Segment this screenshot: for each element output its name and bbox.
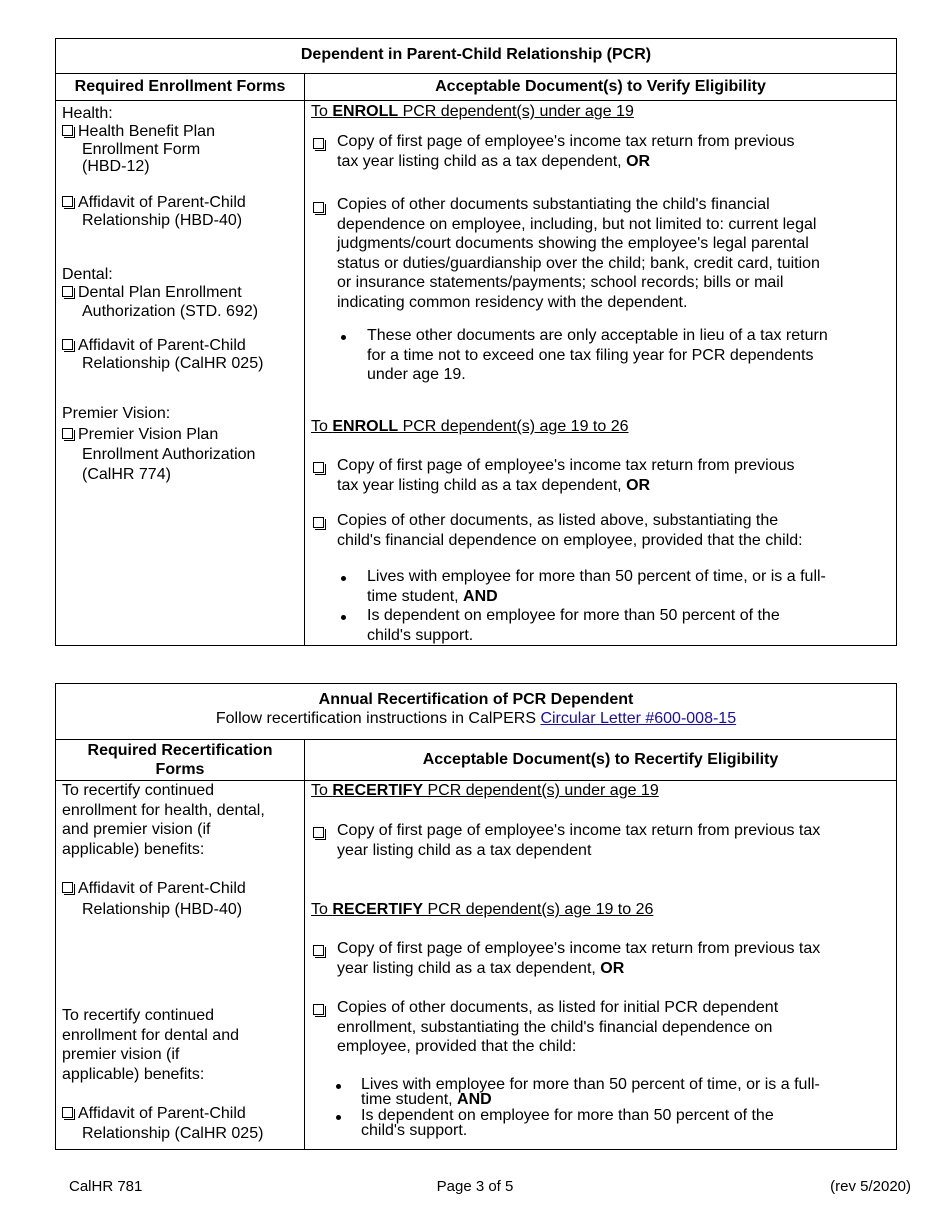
table2-body-row <box>56 780 896 1149</box>
checkbox-icon <box>313 1004 324 1015</box>
table2-forms-cell <box>56 781 305 1149</box>
recertify-health-note: To recertify continued enrollment for health, dental, and premier vision (if applicable) benefits: <box>62 782 265 858</box>
table1-title-row <box>56 39 896 73</box>
health-label: Health: <box>62 105 113 122</box>
form-hbd40-line2: Relationship (HBD-40) <box>82 212 243 229</box>
bullet-icon <box>341 576 346 581</box>
checkbox-icon <box>62 428 73 439</box>
dental-label: Dental: <box>62 266 113 283</box>
table2-title-row <box>56 684 896 739</box>
table1-title: Dependent in Parent-Child Relationship (PCR) <box>300 46 652 63</box>
checkbox-icon <box>313 462 324 473</box>
checkbox-icon <box>62 882 73 893</box>
table2-subtitle: Follow recertification instructions in CalPERS Circular Letter #600-008-15 <box>215 710 737 727</box>
recert-doc-tax-return-under-19: Copy of first page of employee's income tax return from previous tax year listing child as a tax dependent <box>337 822 821 859</box>
recertify-19-to-26-heading: To RECERTIFY PCR dependent(s) age 19 to 26 <box>311 901 654 918</box>
bullet-icon <box>336 1115 341 1120</box>
enroll-19-to-26-heading: To ENROLL PCR dependent(s) age 19 to 26 <box>311 418 629 435</box>
vision-label: Premier Vision: <box>62 405 171 422</box>
checkbox-icon <box>62 125 73 136</box>
enroll-under-19-heading: To ENROLL PCR dependent(s) under age 19 <box>311 103 634 120</box>
table1-forms-cell <box>56 101 305 645</box>
recert-condition-lives-with-employee: Lives with employee for more than 50 percent of time, or is a full- time student, AND <box>361 1076 820 1108</box>
form-calhr774-line3: (CalHR 774) <box>82 466 171 483</box>
table1-documents-cell <box>305 101 896 645</box>
checkbox-icon <box>313 945 324 956</box>
bullet-icon <box>341 335 346 340</box>
checkbox-icon <box>313 202 324 213</box>
table1-col-left-header: Required Enrollment Forms <box>56 74 305 100</box>
form-std692: Dental Plan Enrollment <box>62 283 242 303</box>
condition-dependent-support: Is dependent on employee for more than 50 percent of the child's support. <box>367 607 780 644</box>
table2-header-row <box>56 739 896 780</box>
form-hbd40: Affidavit of Parent-Child <box>62 193 246 213</box>
recert-form-hbd40: Affidavit of Parent-Child <box>62 879 246 899</box>
form-hbd12: Health Benefit Plan <box>62 122 215 142</box>
checkbox-icon <box>62 286 73 297</box>
footer-form-id: CalHR 781 <box>69 1178 143 1195</box>
checkbox-icon <box>62 196 73 207</box>
bullet-icon <box>336 1084 341 1089</box>
table1-body-row <box>56 100 896 645</box>
form-calhr025: Affidavit of Parent-Child <box>62 336 246 356</box>
condition-lives-with-employee: Lives with employee for more than 50 percent of time, or is a full- time student, AND <box>367 568 826 605</box>
doc-other-documents-19-to-26: Copies of other documents, as listed above, substantiating the child's financial dependence on employee, provided that the child: <box>337 512 803 549</box>
form-calhr774: Premier Vision Plan <box>62 425 218 445</box>
checkbox-icon <box>313 517 324 528</box>
footer-revision: (rev 5/2020) <box>830 1178 911 1195</box>
recert-condition-dependent-support: Is dependent on employee for more than 50 percent of the child's support. <box>361 1107 774 1139</box>
table1-header-row <box>56 73 896 100</box>
table2-title: Annual Recertification of PCR Dependent <box>318 691 634 708</box>
table2-col-right-header: Acceptable Document(s) to Recertify Eligibility <box>422 751 779 768</box>
recertify-dental-note: To recertify continued enrollment for dental and premier vision (if applicable) benefits: <box>62 1007 239 1083</box>
checkbox-icon <box>313 827 324 838</box>
table2-documents-cell <box>305 781 896 1149</box>
recertify-under-19-heading: To RECERTIFY PCR dependent(s) under age 19 <box>311 782 659 799</box>
pcr-recertification-table <box>55 683 897 1150</box>
recert-form-calhr025: Affidavit of Parent-Child <box>62 1104 246 1124</box>
doc-tax-return-19-to-26: Copy of first page of employee's income tax return from previous tax year listing child as a tax dependent, OR <box>337 457 795 494</box>
bullet-icon <box>341 615 346 620</box>
recert-doc-tax-return-19-to-26: Copy of first page of employee's income tax return from previous tax year listing child as a tax dependent, OR <box>337 940 821 977</box>
form-std692-line2: Authorization (STD. 692) <box>82 303 259 320</box>
doc-other-documents: Copies of other documents substantiating the child's financial dependence on employee, including, but not limited to: current legal judgments/court documents showing the employee's legal parental status or duties/guardianship over the child; bank, credit card, tuition or insurance statements/payments; school records; bills or mail indicating common residency with the dependent. <box>337 196 820 311</box>
recert-doc-other-documents: Copies of other documents, as listed for initial PCR dependent enrollment, substantiating the child's financial dependence on employee, provided that the child: <box>337 999 779 1055</box>
table1-col-right-header: Acceptable Document(s) to Verify Eligibility <box>435 78 766 95</box>
checkbox-icon <box>62 339 73 350</box>
note-lieu-of-tax-return: These other documents are only acceptable in lieu of a tax return for a time not to exceed one tax filing year for PCR dependents under age 19. <box>367 327 828 383</box>
table2-col-left-header: Required Recertification Forms <box>56 740 305 780</box>
checkbox-icon <box>313 138 324 149</box>
form-calhr774-line2: Enrollment Authorization <box>82 446 256 463</box>
form-hbd12-line3: (HBD-12) <box>82 158 150 175</box>
circular-letter-link[interactable]: Circular Letter #600-008-15 <box>540 710 737 727</box>
form-hbd12-line2: Enrollment Form <box>82 141 201 158</box>
pcr-enrollment-table <box>55 38 897 646</box>
doc-tax-return-under-19: Copy of first page of employee's income tax return from previous tax year listing child as a tax dependent, OR <box>337 133 795 170</box>
footer-page-number: Page 3 of 5 <box>436 1178 514 1195</box>
form-calhr025-line2: Relationship (CalHR 025) <box>82 355 264 372</box>
recert-form-hbd40-line2: Relationship (HBD-40) <box>82 901 243 918</box>
recert-form-calhr025-line2: Relationship (CalHR 025) <box>82 1125 264 1142</box>
checkbox-icon <box>62 1107 73 1118</box>
